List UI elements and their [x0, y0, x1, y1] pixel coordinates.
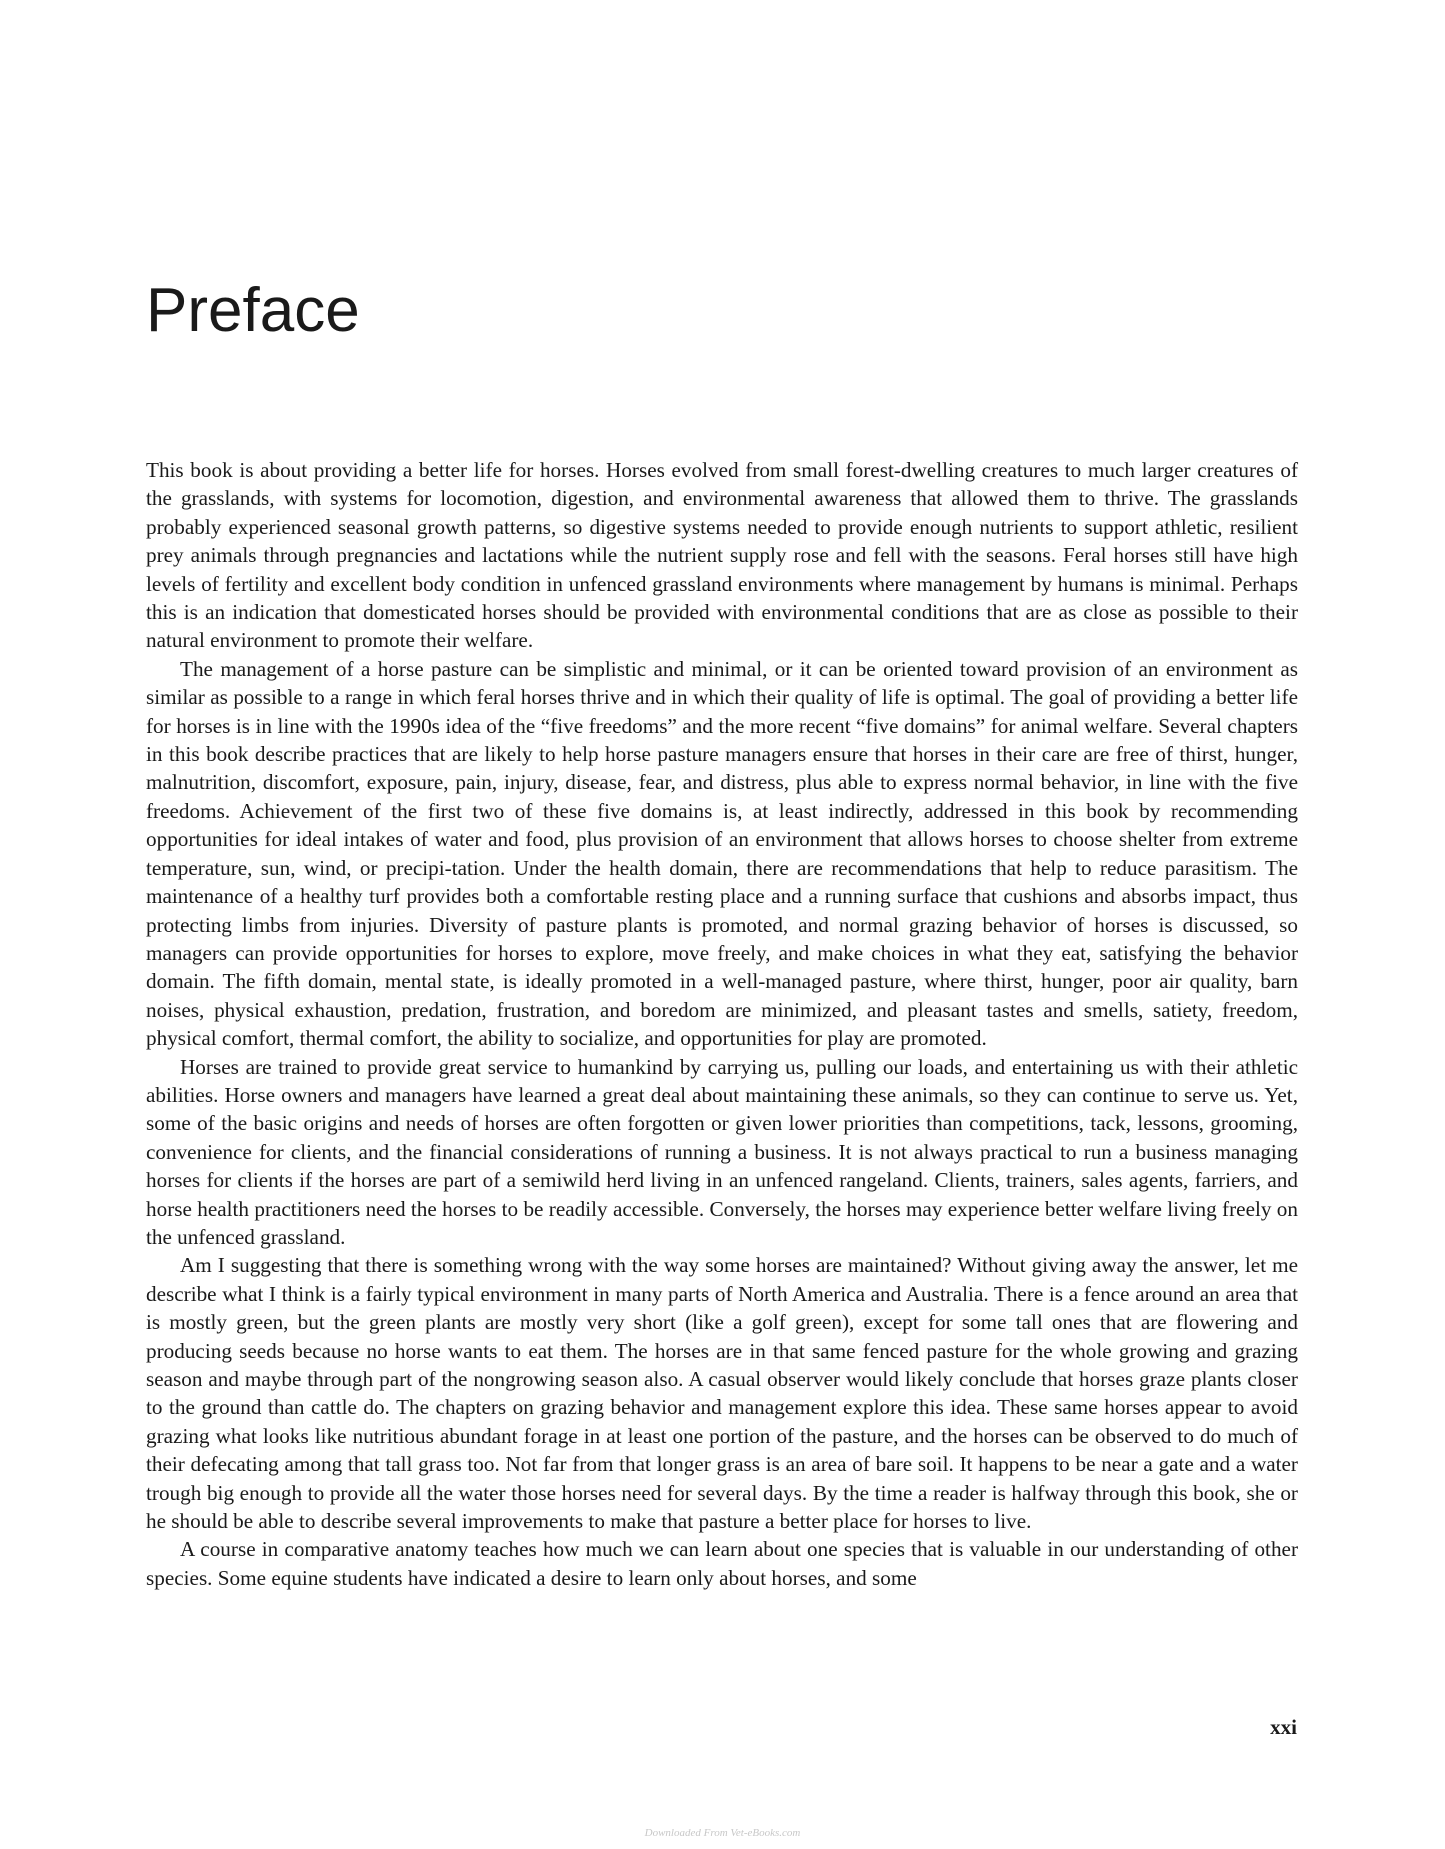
paragraph-5: A course in comparative anatomy teaches how much we can learn about one species that is valuable in our understanding of other species. Some equine students have indicated a desire to learn only about horses, and some [146, 1537, 1298, 1590]
footer-watermark: Downloaded From Vet-eBooks.com [644, 1827, 801, 1839]
preface-body [146, 456, 1298, 1592]
paragraph-3: Horses are trained to provide great service to humankind by carrying us, pulling our loads, and entertaining us with their athletic abilities. Horse owners and managers have learned a great deal about maintaining these animals, so they can continue to serve us. Yet, some of the basic origins and needs of horses are often forgotten or given lower priorities than competitions, tack, lessons, grooming, convenience for clients, and the financial considerations of running a business. It is not always practical to run a business managing horses for clients if the horses are part of a semiwild herd living in an unfenced rangeland. Clients, trainers, sales agents, farriers, and horse health practitioners need the horses to be readily accessible. Conversely, the horses may experience better welfare living freely on the unfenced grassland. [146, 1054, 1298, 1249]
page-number: xxi [1270, 1715, 1297, 1739]
paragraph-1: This book is about providing a better life for horses. Horses evolved from small forest-dwelling creatures to much larger creatures of the grasslands, with systems for locomotion, digestion, and environmental awareness that allowed them to thrive. The grasslands probably experienced seasonal growth patterns, so digestive systems needed to provide enough nutrients to support athletic, resilient prey animals through pregnancies and lactations while the nutrient supply rose and fell with the seasons. Feral horses still have high levels of fertility and excellent body condition in unfenced grassland environments where management by humans is minimal. Perhaps this is an indication that domesticated horses should be provided with environmental conditions that are as close as possible to their natural environment to promote their welfare. [146, 458, 1298, 653]
paragraph-2: The management of a horse pasture can be simplistic and minimal, or it can be oriented toward provision of an environment as similar as possible to a range in which feral horses thrive and in which their quality of life is optimal. The goal of providing a better life for horses is in line with the 1990s idea of the “five freedoms” and the more recent “five domains” for animal welfare. Several chapters in this book describe practices that are likely to help horse pasture managers ensure that horses in their care are free of thirst, hunger, malnutrition, discomfort, exposure, pain, injury, disease, fear, and distress, plus able to express normal behavior, in line with the five freedoms. Achievement of the first two of these five domains is, at least indirectly, addressed in this book by recommending opportunities for ideal intakes of water and food, plus provision of an environment that allows horses to choose shelter from extreme temperature, sun, wind, or precipi-tation. Under the health domain, there are recommendations that help to reduce parasitism. The maintenance of a healthy turf provides both a comfortable resting place and a running surface that cushions and absorbs impact, thus protecting limbs from injuries. Diversity of pasture plants is promoted, and normal grazing behavior of horses is discussed, so managers can provide opportunities for horses to explore, move freely, and make choices in what they eat, satisfying the behavior domain. The fifth domain, mental state, is ideally promoted in a well-managed pasture, where thirst, hunger, poor air quality, barn noises, physical exhaustion, predation, frustration, and boredom are minimized, and pleasant tastes and smells, satiety, freedom, physical comfort, thermal comfort, the ability to socialize, and opportunities for play are promoted. [146, 656, 1298, 1051]
chapter-title: Preface [146, 276, 360, 345]
paragraph-4: Am I suggesting that there is something wrong with the way some horses are maintained? Without giving away the answer, let me describe what I think is a fairly typical environment in many parts of North America and Australia. There is a fence around an area that is mostly green, but the green plants are mostly very short (like a golf green), except for some tall ones that are flowering and producing seeds because no horse wants to eat them. The horses are in that same fenced pasture for the whole growing and grazing season and maybe through part of the nongrowing season also. A casual observer would likely conclude that horses graze plants closer to the ground than cattle do. The chapters on grazing behavior and management explore this idea. These same horses appear to avoid grazing what looks like nutritious abundant forage in at least one portion of the pasture, and the horses can be observed to do much of their defecating among that tall grass too. Not far from that longer grass is an area of bare soil. It happens to be near a gate and a water trough big enough to provide all the water those horses need for several days. By the time a reader is halfway through this book, she or he should be able to describe several improvements to make that pasture a better place for horses to live. [146, 1253, 1298, 1534]
